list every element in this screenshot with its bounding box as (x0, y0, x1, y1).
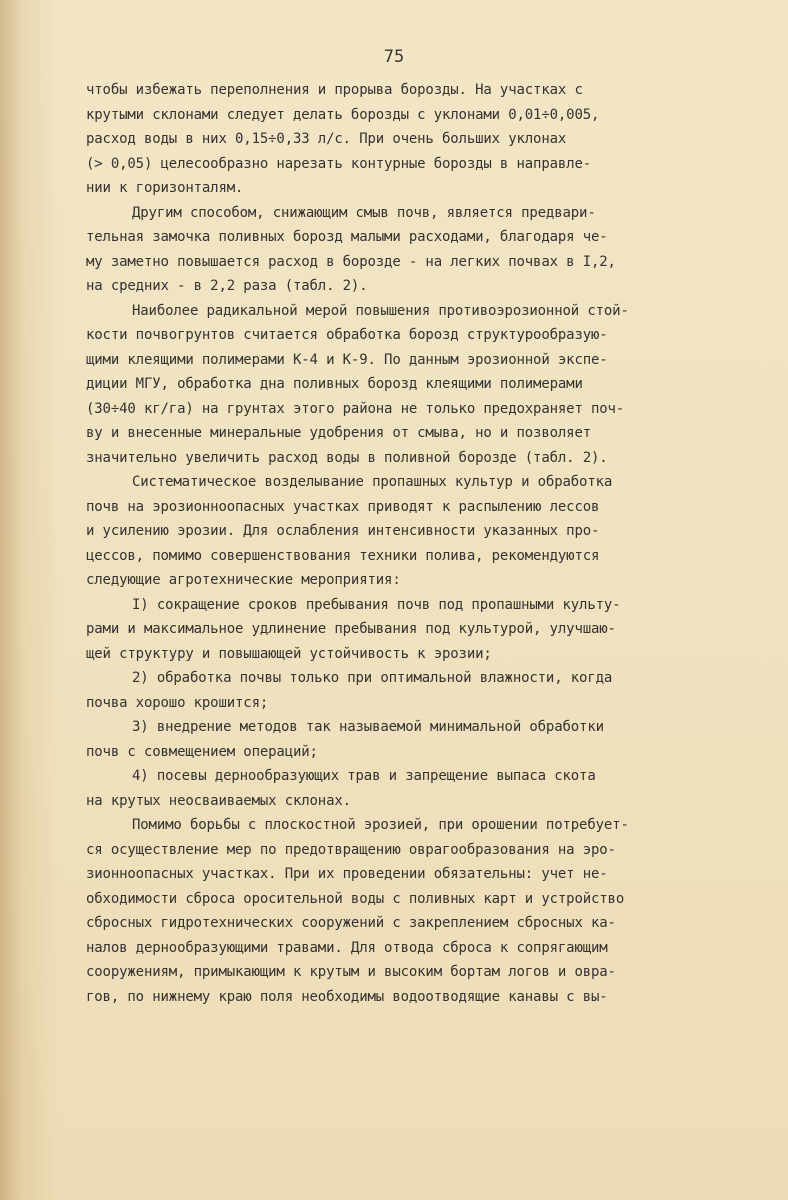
text-line: зионноопасных участках. При их проведении обязательны: учет не- (86, 866, 608, 882)
text-line: щими клеящими полимерами К-4 и К-9. По данным эрозионной экспе- (86, 351, 608, 368)
list-item-2: 2) обработка почвы только при оптимальной влажности, когда (132, 670, 613, 686)
text-line: расход воды в них 0,15÷0,33 л/с. При очень больших уклонах (86, 131, 567, 147)
text-line: почв на эрозионноопасных участках приводят к распылению лессов (86, 498, 600, 515)
text-line: тельная замочка поливных борозд малыми расходами, благодаря че- (86, 229, 608, 245)
text-line: Помимо борьбы с плоскостной эрозией, при орошении потребует- (132, 817, 629, 833)
text-line: Наиболее радикальной мерой повышения противоэрозионной стой- (132, 302, 629, 319)
text-line: значительно увеличить расход воды в поливной борозде (табл. 2). (86, 449, 608, 466)
text-line: щей структуру и повышающей устойчивость к эрозии; (86, 645, 492, 662)
text-line: налов дернообразующими травами. Для отвода сброса к сопрягающим (86, 939, 608, 956)
text-line: гов, по нижнему краю поля необходимы водоотводящие канавы с вы- (86, 988, 608, 1005)
text-line: рами и максимальное удлинение пребывания под культурой, улучшаю- (86, 621, 616, 637)
text-line: нии к горизонталям. (86, 180, 244, 196)
text-line: (> 0,05) целесообразно нарезать контурные борозды в направле- (86, 155, 592, 172)
text-line: диции МГУ, обработка дна поливных борозд клеящими полимерами (86, 376, 583, 392)
text-line: следующие агротехнические мероприятия: (86, 572, 401, 588)
text-line: почва хорошо крошится; (86, 694, 269, 711)
text-line: и усилению эрозии. Для ослабления интенсивности указанных про- (86, 523, 600, 539)
text-line: сбросных гидротехнических сооружений с закреплением сбросных ка- (86, 915, 616, 931)
text-line: на средних - в 2,2 раза (табл. 2). (86, 278, 368, 294)
page-number: 75 (383, 47, 405, 67)
text-line: му заметно повышается расход в борозде - на легких почвах в I,2, (86, 253, 616, 270)
text-line: ся осуществление мер по предотвращению оврагообразования на эро- (86, 841, 616, 858)
text-line: на крутых неосваиваемых склонах. (86, 792, 351, 809)
text-line: (30÷40 кг/га) на грунтах этого района не только предохраняет поч- (86, 400, 625, 417)
text-line: Систематическое возделывание пропашных культур и обработка (132, 474, 613, 490)
text-line: цессов, помимо совершенствования техники полива, рекомендуются (86, 547, 600, 564)
text-line: Другим способом, снижающим смыв почв, является предвари- (132, 204, 596, 221)
list-item-3: 3) внедрение методов так называемой минимальной обработки (132, 719, 604, 735)
text-line: сооружениям, примыкающим к крутым и высоким бортам логов и овра- (86, 964, 616, 980)
text-line: чтобы избежать переполнения и прорыва борозды. На участках с (86, 82, 583, 98)
list-item-1: I) сокращение сроков пребывания почв под пропашными культу- (132, 596, 621, 613)
text-line: кости почвогрунтов считается обработка борозд структурообразую- (86, 327, 608, 343)
list-item-4: 4) посевы дернообразующих трав и запрещение выпаса скота (132, 768, 596, 784)
text-line: почв с совмещением операций; (86, 743, 318, 760)
text-line: крутыми склонами следует делать борозды с уклонами 0,01÷0,005, (86, 106, 600, 123)
text-line: обходимости сброса оросительной воды с поливных карт и устройство (86, 890, 625, 907)
text-line: ву и внесенные минеральные удобрения от смыва, но и позволяет (86, 425, 592, 441)
body-text (86, 78, 726, 1009)
